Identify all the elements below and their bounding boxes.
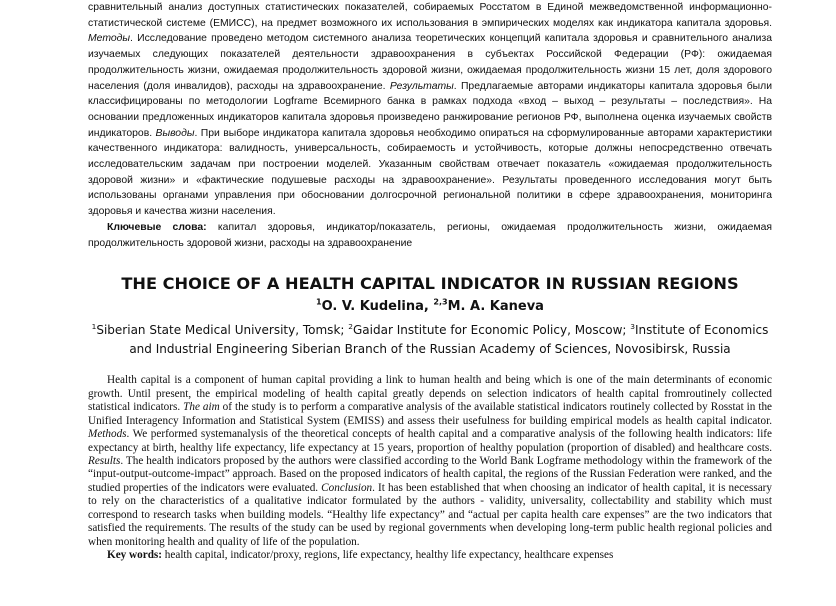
affil-2-sup: 2	[348, 322, 353, 332]
en-keywords-label: Key words:	[107, 549, 162, 562]
author-2-sup: 2,3	[433, 297, 448, 307]
russian-keywords	[88, 220, 772, 251]
ru-results-label: Результаты	[389, 80, 454, 92]
affil-2: Gaidar Institute for Economic Policy, Moscow;	[352, 323, 631, 338]
english-abstract-body	[88, 374, 772, 549]
en-conclusion-label: Conclusion	[321, 481, 373, 494]
english-abstract	[88, 374, 772, 562]
affil-1-sup: 1	[91, 322, 97, 332]
affiliations	[88, 321, 772, 359]
author-2: M. A. Kaneva	[447, 299, 544, 315]
ru-keywords-text: капитал здоровья, индикатор/показатель, регионы, ожидаемая продолжительность жизни, ожидаемая продолжительность здоровой жизни, расходы на здравоохранение	[88, 221, 772, 249]
ru-abstract-part-1: сравнительный анализ доступных статистических показателей, собираемых Росстатом в Единой межведомственной информационно-статистической системе (ЕМИСС), на предмет возможного их использования в эмпирических моделях как индикатора капитала здоровья.	[88, 2, 772, 29]
en-abstract-part-5: . It has been established that when choosing an indicator of health capital, it is necessary to rely on the characteristics of a qualitative indicator formulated by the authors - validity, universality, collectability and stability which must correspond to research tasks when building models. “Healthy life expectancy” and “actual per capita health care expenses” are the two indicators that satisfied the requirements. The results of the study can be used by regional governments when developing long-term public health regional policies and when monitoring health and quality of life of the population.	[88, 481, 772, 548]
en-abstract-part-4: . The health indicators proposed by the authors were classified according to the World Bank Logframe methodology within the framework of the “input-output-outcome-impact” approach. Based on the proposed indicators of health capital, the regions of the Russian Federation were ranked, and the studied properties of the indicators were evaluated.	[88, 454, 772, 494]
authors	[88, 297, 772, 317]
en-abstract-part-1: Health capital is a component of human capital providing a link to human health and being which is one of the main determinants of economic growth. Until present, the empirical modeling of health capital greatly depends on selection indicators of health capital fromroutinely collected statistical indicators.	[88, 374, 772, 414]
ru-abstract-part-2: . Исследование проведено методом системного анализа теоретических концепций капитала здоровья и сравнительного анализа изучаемых следующих показателей деятельности здравоохранения в субъектах Российской Федерации (РФ): ожидаемая продолжительность жизни, ожидаемая продолжительность здоровой жизни, ожидаемая продолжительность жизни 15 лет, доля здорового населения (доля инвалидов), расходы на здравоохранение.	[88, 33, 772, 92]
affil-1: Siberian State Medical University, Tomsk;	[96, 323, 349, 338]
ru-conclusions-label: Выводы	[155, 127, 195, 139]
article-title: THE CHOICE OF A HEALTH CAPITAL INDICATOR IN RUSSIAN REGIONS	[121, 274, 739, 294]
affil-3-sup: 3	[630, 322, 635, 332]
en-keywords-text: health capital, indicator/proxy, regions, life expectancy, healthy life expectancy, healthcare expenses	[162, 549, 614, 562]
russian-abstract	[88, 0, 772, 251]
en-aim-label: The aim	[183, 401, 220, 414]
page	[88, 0, 772, 563]
russian-abstract-body	[88, 0, 772, 220]
en-abstract-part-2: of the study is to perform a comparative analysis of the available statistical indicators routinely collected by Rosstat in the Unified Interagency Information and Statistical System (EMISS) and assess their usefulness for building empirical models as health capital indicator.	[88, 401, 772, 427]
en-abstract-part-3: . We performed systemanalysis of the theoretical concepts of health capital and a comparative analysis of the following health indicators: life expectancy at birth, healthy life expectancy, life expectancy at 15 years, proportion of healthy population (proportion of disabled) and healthcare costs.	[88, 428, 772, 454]
english-keywords	[88, 549, 772, 562]
ru-abstract-part-3: . Предлагаемые авторами индикаторы капитала здоровья были классифицированы по методологии Logframe Всемирного банка в рамках подхода «вход – выход – результаты – последствия». На основании предложенных индикаторов капитала здоровья произведено ранжирование регионов РФ, выполнена оценка изучаемых свойств индикаторов.	[88, 80, 772, 139]
ru-abstract-part-4: . При выборе индикатора капитала здоровья необходимо опираться на сформулированные авторами характеристики качественного индикатора: валидность, универсальность, собираемость и устойчивость, которые должны непосредственно отвечать исследовательским задачам при построении моделей. Указанным свойствам отвечает показатель «ожидаемая продолжительность здоровой жизни» и «фактические подушевые расходы на здравоохранение». Результаты проведенного исследования могут быть использованы органами управления при обосновании долгосрочной региональной политики в сфере здравоохранения, мониторинга здоровья и качества жизни населения.	[88, 127, 772, 218]
en-methods-label: Methods	[88, 428, 127, 441]
author-1-sup: 1	[316, 297, 322, 307]
affil-3: Institute of Economics and Industrial Engineering Siberian Branch of the Russian Academy of Sciences, Novosibirsk, Russia	[129, 323, 769, 357]
ru-keywords-label: Ключевые слова:	[107, 221, 207, 233]
ru-methods-label: Методы	[88, 33, 131, 45]
author-1: O. V. Kudelina,	[321, 299, 434, 315]
en-results-label: Results	[88, 454, 121, 467]
